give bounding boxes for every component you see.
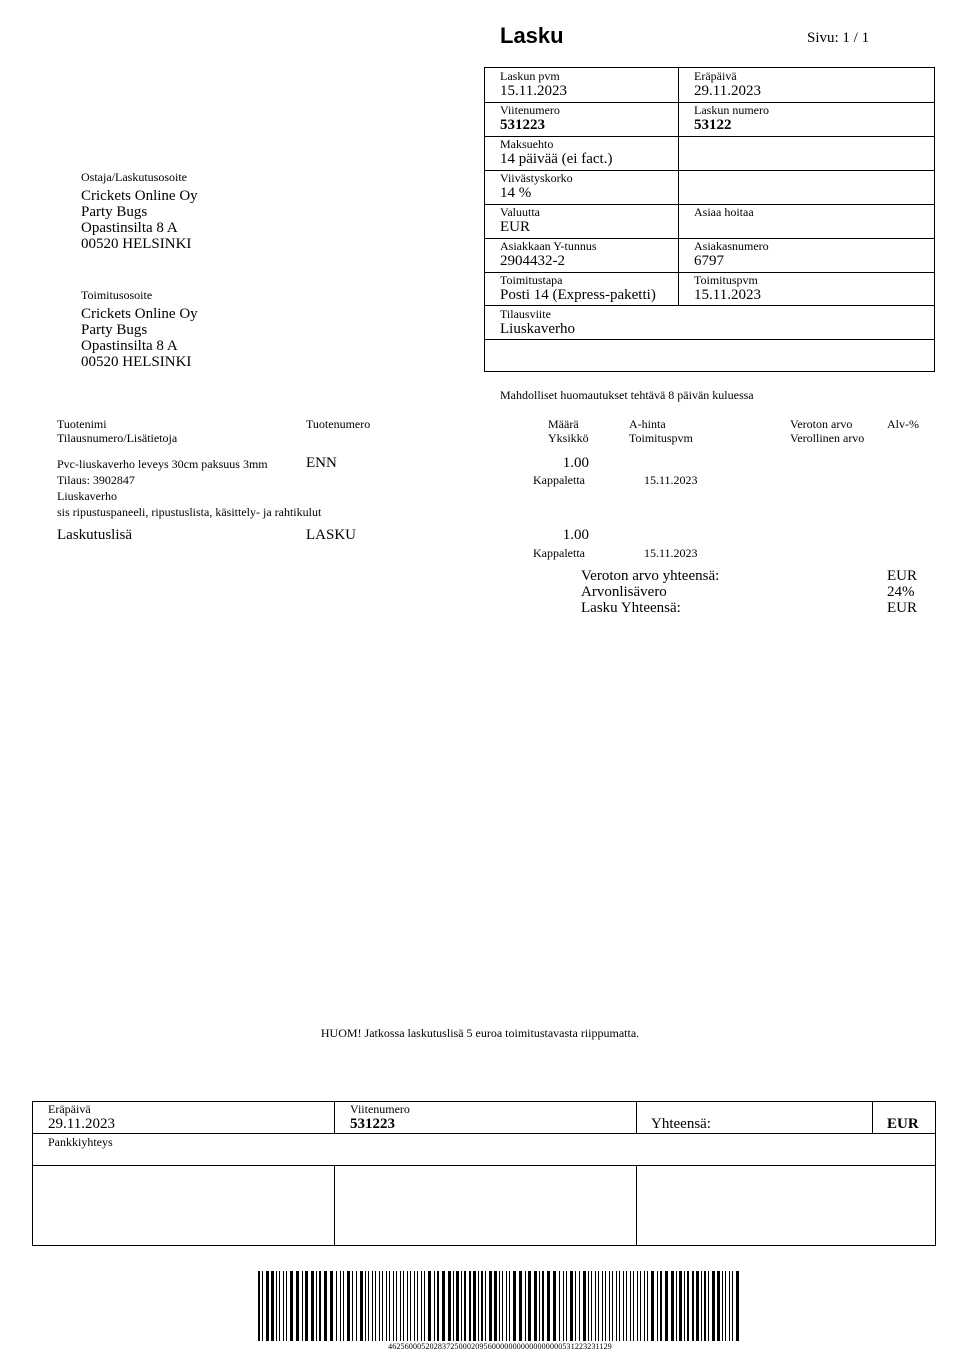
reference-label: Viitenumero bbox=[500, 103, 560, 117]
item-name: Pvc-liuskaverho leveys 30cm paksuus 3mm bbox=[57, 457, 268, 471]
delivery-method: Posti 14 (Express-paketti) bbox=[500, 287, 656, 303]
barcode-bar bbox=[305, 1271, 308, 1341]
col-order-info: Tilausnumero/Lisätietoja bbox=[57, 431, 178, 445]
barcode-bar bbox=[657, 1271, 658, 1341]
barcode-bar bbox=[722, 1271, 723, 1341]
barcode-bar bbox=[513, 1271, 516, 1341]
net-total-label: Veroton arvo yhteensä: bbox=[581, 568, 720, 584]
barcode-bar bbox=[616, 1271, 617, 1341]
handler-label: Asiaa hoitaa bbox=[694, 205, 754, 219]
item-unit: Kappaletta bbox=[533, 473, 585, 487]
barcode-bar bbox=[340, 1271, 341, 1341]
barcode-bar bbox=[708, 1271, 709, 1341]
barcode-bar bbox=[619, 1271, 620, 1341]
barcode-bar bbox=[356, 1271, 357, 1341]
delivery-line: Party Bugs bbox=[81, 322, 148, 338]
barcode-bar bbox=[400, 1271, 401, 1341]
barcode-bar bbox=[481, 1271, 483, 1341]
col-quantity: Määrä bbox=[548, 417, 579, 431]
barcode-bar bbox=[379, 1271, 380, 1341]
buyer-address bbox=[81, 171, 198, 252]
barcode-bar bbox=[343, 1271, 344, 1341]
buyer-line: Crickets Online Oy bbox=[81, 188, 198, 204]
barcode-bar bbox=[570, 1271, 573, 1341]
barcode-bar bbox=[360, 1271, 363, 1341]
business-id-label: Asiakkaan Y-tunnus bbox=[500, 239, 597, 253]
barcode-bar bbox=[473, 1271, 476, 1341]
business-id: 2904432-2 bbox=[500, 253, 565, 269]
delivery-label: Toimitusosoite bbox=[81, 288, 153, 302]
barcode-bar bbox=[262, 1271, 263, 1341]
barcode-bar bbox=[347, 1271, 350, 1341]
barcode-bar bbox=[461, 1271, 462, 1341]
barcode-bar bbox=[283, 1271, 284, 1341]
barcode-bar bbox=[687, 1271, 689, 1341]
barcode-bar bbox=[368, 1271, 369, 1341]
barcode-bar bbox=[679, 1271, 682, 1341]
buyer-line: 00520 HELSINKI bbox=[81, 236, 192, 252]
barcode-bar bbox=[375, 1271, 376, 1341]
barcode-bar bbox=[579, 1271, 580, 1341]
barcode-bar bbox=[478, 1271, 479, 1341]
barcode-number: 462560005202837250002095600000000000000000531223231129 bbox=[388, 1342, 612, 1351]
barcode-bar bbox=[271, 1271, 274, 1341]
barcode-bar bbox=[296, 1271, 299, 1341]
barcode-bar bbox=[665, 1271, 668, 1341]
payment-terms-label: Maksuehto bbox=[500, 137, 554, 151]
barcode-bar bbox=[591, 1271, 592, 1341]
col-net-value: Veroton arvo bbox=[790, 417, 853, 431]
barcode-bar bbox=[626, 1271, 627, 1341]
barcode-bar bbox=[453, 1271, 454, 1341]
barcode-bar bbox=[534, 1271, 537, 1341]
barcode-bar bbox=[290, 1271, 293, 1341]
barcode-bar bbox=[539, 1271, 540, 1341]
barcode-bar bbox=[660, 1271, 662, 1341]
barcode-bar bbox=[414, 1271, 415, 1341]
barcode-bar bbox=[671, 1271, 674, 1341]
col-product-number: Tuotenumero bbox=[306, 417, 371, 431]
barcode-bar bbox=[428, 1271, 431, 1341]
barcode-bar bbox=[352, 1271, 353, 1341]
barcode-bar bbox=[469, 1271, 471, 1341]
buyer-label: Ostaja/Laskutusosoite bbox=[81, 170, 187, 184]
barcode-bar bbox=[464, 1271, 466, 1341]
barcode-bar bbox=[316, 1271, 317, 1341]
barcode-bar bbox=[575, 1271, 576, 1341]
barcode-bar bbox=[437, 1271, 439, 1341]
barcode-bar bbox=[434, 1271, 435, 1341]
barcode-bar bbox=[506, 1271, 507, 1341]
barcode-bar bbox=[696, 1271, 699, 1341]
item-date: 15.11.2023 bbox=[644, 473, 698, 487]
item-extra: sis ripustuspaneeli, ripustuslista, käsittely- ja rahtikulut bbox=[57, 505, 322, 519]
barcode-bar bbox=[442, 1271, 445, 1341]
delivery-line: 00520 HELSINKI bbox=[81, 354, 192, 370]
barcode-bar bbox=[528, 1271, 531, 1341]
delivery-line: Crickets Online Oy bbox=[81, 306, 198, 322]
item-code: LASKU bbox=[306, 527, 357, 543]
barcode-bar bbox=[736, 1271, 739, 1341]
delivery-address bbox=[81, 289, 198, 370]
net-total-value: EUR bbox=[887, 568, 917, 584]
barcode-bar bbox=[499, 1271, 500, 1341]
barcode-bar bbox=[732, 1271, 733, 1341]
order-ref: Liuskaverho bbox=[500, 321, 575, 337]
due-date-label: Eräpäivä bbox=[694, 69, 737, 83]
barcode-bar bbox=[647, 1271, 648, 1341]
item-name: Laskutuslisä bbox=[57, 527, 132, 543]
barcode-bar bbox=[365, 1271, 366, 1341]
barcode-bar bbox=[598, 1271, 599, 1341]
barcode-bar bbox=[605, 1271, 606, 1341]
barcode-bar bbox=[372, 1271, 373, 1341]
delivery-method-label: Toimitustapa bbox=[500, 273, 563, 287]
invoice-date: 15.11.2023 bbox=[500, 83, 567, 99]
item-extra: Liuskaverho bbox=[57, 489, 117, 503]
barcode-bar bbox=[712, 1271, 715, 1341]
invoice-number-label: Laskun numero bbox=[694, 103, 769, 117]
barcode-bar bbox=[276, 1271, 277, 1341]
barcode-bar bbox=[553, 1271, 556, 1341]
barcode-bar bbox=[403, 1271, 404, 1341]
customer-number-label: Asiakasnumero bbox=[694, 239, 769, 253]
barcode-bar bbox=[330, 1271, 333, 1341]
barcode-bar bbox=[704, 1271, 706, 1341]
barcode-bar bbox=[456, 1271, 459, 1341]
barcode-bar bbox=[588, 1271, 589, 1341]
item-code: ENN bbox=[306, 455, 337, 471]
barcode-bar bbox=[336, 1271, 337, 1341]
barcode-bar bbox=[640, 1271, 641, 1341]
barcode-bar bbox=[559, 1271, 560, 1341]
slip-total-label: Yhteensä: bbox=[651, 1116, 711, 1132]
barcode-bar bbox=[637, 1271, 638, 1341]
col-gross-value: Verollinen arvo bbox=[790, 431, 865, 445]
barcode-bar bbox=[421, 1271, 422, 1341]
barcode-bar bbox=[651, 1271, 654, 1341]
invoice-number: 53122 bbox=[694, 117, 732, 133]
slip-ref-label: Viitenumero bbox=[350, 1102, 410, 1116]
customer-number: 6797 bbox=[694, 253, 724, 269]
barcode-bar bbox=[701, 1271, 702, 1341]
barcode-bar bbox=[623, 1271, 624, 1341]
barcode-bar bbox=[424, 1271, 425, 1341]
barcode-bar bbox=[612, 1271, 613, 1341]
item-quantity: 1.00 bbox=[562, 455, 589, 471]
payment-slip bbox=[32, 1101, 936, 1246]
barcode-bar bbox=[525, 1271, 526, 1341]
barcode-bar bbox=[448, 1271, 451, 1341]
barcode-bar bbox=[684, 1271, 685, 1341]
barcode-bar bbox=[547, 1271, 550, 1341]
complaint-notice: Mahdolliset huomautukset tehtävä 8 päivän kuluessa bbox=[500, 388, 754, 402]
barcode-bar bbox=[644, 1271, 645, 1341]
slip-due-date: 29.11.2023 bbox=[48, 1116, 115, 1132]
barcode-bar bbox=[595, 1271, 596, 1341]
slip-due-label: Eräpäivä bbox=[48, 1102, 91, 1116]
barcode-bar bbox=[279, 1271, 280, 1341]
barcode-bar bbox=[319, 1271, 321, 1341]
barcode-bar bbox=[393, 1271, 394, 1341]
currency: EUR bbox=[500, 219, 530, 235]
barcode-bar bbox=[509, 1271, 510, 1341]
reference-number: 531223 bbox=[500, 117, 545, 133]
buyer-line: Party Bugs bbox=[81, 204, 148, 220]
order-ref-label: Tilausviite bbox=[500, 307, 551, 321]
barcode-bar bbox=[725, 1271, 726, 1341]
delivery-line: Opastinsilta 8 A bbox=[81, 338, 178, 354]
item-quantity: 1.00 bbox=[562, 527, 589, 543]
barcode-bar bbox=[485, 1271, 486, 1341]
slip-bank-label: Pankkiyhteys bbox=[48, 1135, 113, 1149]
col-vat: Alv-% bbox=[887, 417, 919, 431]
barcode-bar bbox=[633, 1271, 634, 1341]
barcode-bar bbox=[602, 1271, 603, 1341]
barcode-bar bbox=[407, 1271, 408, 1341]
barcode-bar bbox=[311, 1271, 314, 1341]
col-delivery-date: Toimituspvm bbox=[629, 431, 693, 445]
col-unit: Yksikkö bbox=[548, 431, 589, 445]
invoice-total-label: Lasku Yhteensä: bbox=[581, 600, 681, 616]
barcode-bar bbox=[286, 1271, 287, 1341]
barcode-bar bbox=[609, 1271, 610, 1341]
barcode-bar bbox=[410, 1271, 411, 1341]
vat-label: Arvonlisävero bbox=[581, 584, 667, 600]
barcode-bar bbox=[417, 1271, 418, 1341]
barcode-bar bbox=[563, 1271, 564, 1341]
delivery-date-label: Toimituspvm bbox=[694, 273, 758, 287]
buyer-line: Opastinsilta 8 A bbox=[81, 220, 178, 236]
barcode-bar bbox=[630, 1271, 631, 1341]
item-date: 15.11.2023 bbox=[644, 546, 698, 560]
page-number: Sivu: 1 / 1 bbox=[807, 30, 870, 46]
barcode-bar bbox=[729, 1271, 730, 1341]
barcode-bar bbox=[258, 1271, 260, 1341]
barcode-bar bbox=[717, 1271, 720, 1341]
slip-ref-number: 531223 bbox=[350, 1116, 395, 1132]
invoice-info-grid bbox=[484, 67, 935, 372]
invoice-total-value: EUR bbox=[887, 600, 917, 616]
barcode-bar bbox=[542, 1271, 544, 1341]
slip-total-value: EUR bbox=[887, 1116, 919, 1132]
invoice-title: Lasku bbox=[500, 23, 564, 48]
barcode-bar bbox=[302, 1271, 303, 1341]
barcode-bar bbox=[396, 1271, 397, 1341]
barcode-bar bbox=[382, 1271, 383, 1341]
late-interest: 14 % bbox=[500, 185, 532, 201]
barcode-bar bbox=[489, 1271, 492, 1341]
billing-fee-notice: HUOM! Jatkossa laskutuslisä 5 euroa toimitustavasta riippumatta. bbox=[320, 1026, 640, 1040]
barcode-bar bbox=[502, 1271, 503, 1341]
barcode-bar bbox=[494, 1271, 497, 1341]
invoice-date-label: Laskun pvm bbox=[500, 69, 560, 83]
barcode-bar bbox=[583, 1271, 586, 1341]
barcode-bar bbox=[519, 1271, 522, 1341]
barcode-bar bbox=[566, 1271, 567, 1341]
barcode-bar bbox=[676, 1271, 677, 1341]
barcode-bar bbox=[389, 1271, 390, 1341]
col-unit-price: A-hinta bbox=[629, 417, 666, 431]
barcode-bar bbox=[324, 1271, 327, 1341]
payment-terms: 14 päivää (ei fact.) bbox=[500, 151, 613, 167]
barcode-bar bbox=[692, 1271, 694, 1341]
barcode-bar bbox=[266, 1271, 269, 1341]
late-interest-label: Viivästyskorko bbox=[500, 171, 573, 185]
currency-label: Valuutta bbox=[500, 205, 540, 219]
barcode-image bbox=[258, 1271, 742, 1341]
barcode-bar bbox=[386, 1271, 387, 1341]
item-order: Tilaus: 3902847 bbox=[57, 473, 135, 487]
item-unit: Kappaletta bbox=[533, 546, 585, 560]
col-product-name: Tuotenimi bbox=[57, 417, 107, 431]
delivery-date: 15.11.2023 bbox=[694, 287, 761, 303]
due-date: 29.11.2023 bbox=[694, 83, 761, 99]
vat-value: 24% bbox=[887, 584, 915, 600]
